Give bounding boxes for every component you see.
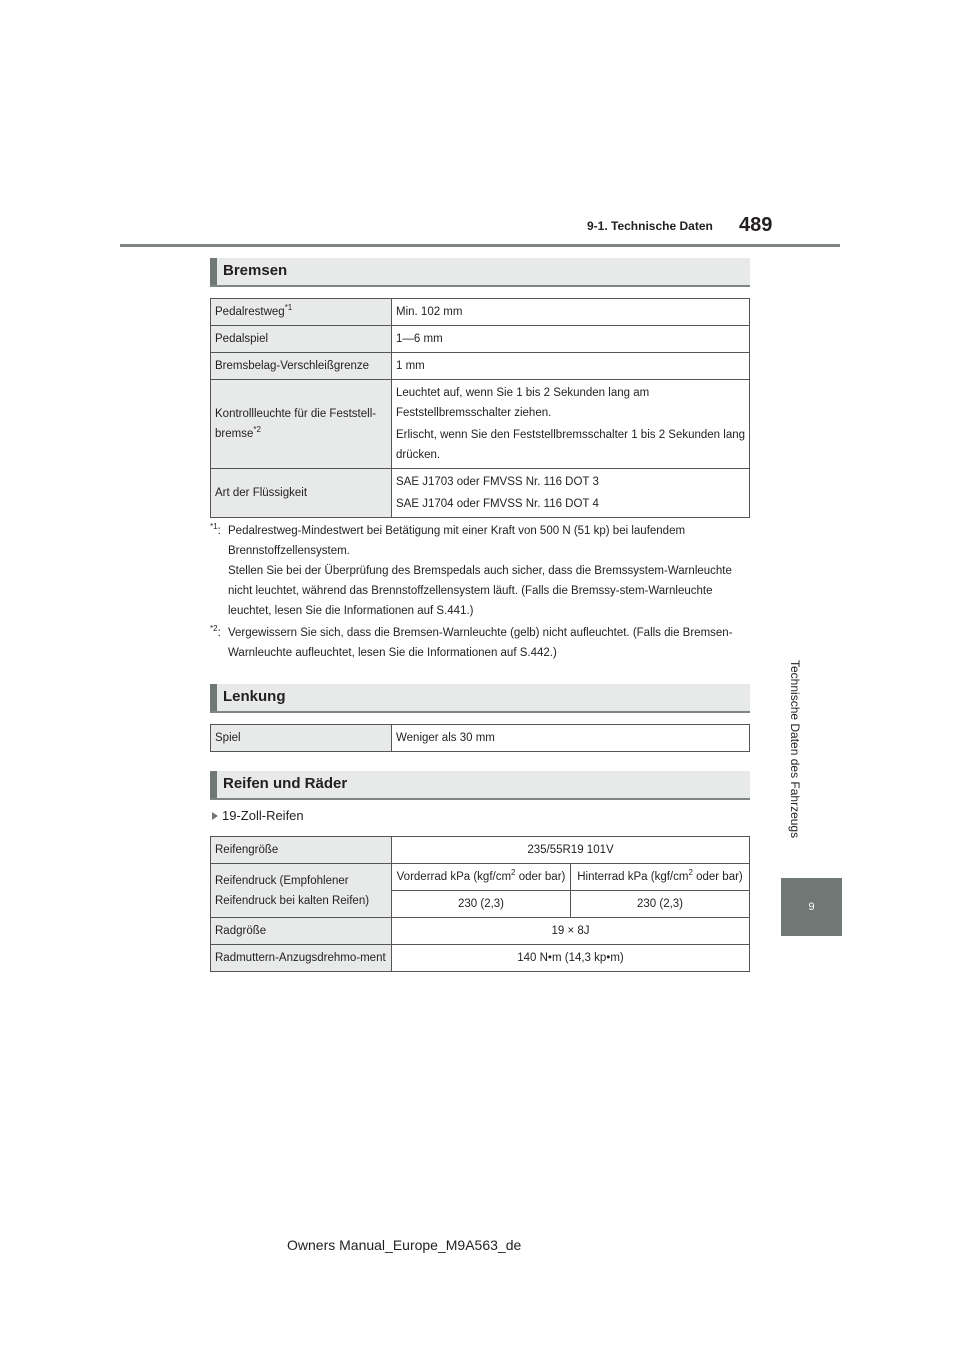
subheading-19-inch bbox=[212, 808, 304, 823]
header-rule bbox=[120, 244, 840, 247]
value-line: Erlischt, wenn Sie den Feststellbremsschalter 1 bis 2 Sekunden lang drücken. bbox=[396, 429, 746, 461]
section-heading-steering bbox=[210, 684, 750, 713]
table-row bbox=[211, 326, 750, 353]
table-row bbox=[211, 864, 750, 891]
triangle-bullet-icon bbox=[212, 812, 218, 820]
key-text: Kontrollleuchte für die Feststell-bremse bbox=[215, 408, 377, 440]
table-row bbox=[211, 469, 750, 518]
section-heading-tires bbox=[210, 771, 750, 800]
heading-bar bbox=[210, 684, 217, 711]
footnotes bbox=[210, 521, 750, 665]
key-text: Pedalrestweg bbox=[215, 306, 285, 318]
table-row bbox=[211, 380, 750, 469]
heading-text: Reifen und Räder bbox=[223, 775, 348, 792]
table-row bbox=[211, 837, 750, 864]
table-key: Spiel bbox=[211, 725, 392, 752]
value-line: SAE J1703 oder FMVSS Nr. 116 DOT 3 bbox=[396, 476, 599, 488]
table-value bbox=[392, 380, 750, 469]
chapter-tab bbox=[781, 878, 842, 936]
label-text: Vorderrad kPa (kgf/cm bbox=[396, 871, 512, 883]
superscript: 2 bbox=[688, 868, 693, 878]
table-row bbox=[211, 299, 750, 326]
brakes-table bbox=[210, 298, 750, 518]
label-text: oder bar) bbox=[515, 871, 566, 883]
table-value: 140 N•m (14,3 kp•m) bbox=[392, 945, 750, 972]
footnote-mark: *2 bbox=[253, 425, 261, 435]
table-value: Weniger als 30 mm bbox=[392, 725, 750, 752]
subheading-text: 19-Zoll-Reifen bbox=[222, 808, 304, 823]
front-pressure-label bbox=[392, 864, 571, 891]
table-row bbox=[211, 353, 750, 380]
table-row bbox=[211, 945, 750, 972]
tires-table bbox=[210, 836, 750, 972]
value-line: Leuchtet auf, wenn Sie 1 bis 2 Sekunden lang am Feststellbremsschalter ziehen. bbox=[396, 387, 650, 419]
table-key: Radgröße bbox=[211, 918, 392, 945]
heading-text: Bremsen bbox=[223, 262, 288, 279]
rear-pressure-label bbox=[571, 864, 750, 891]
table-value: 19 × 8J bbox=[392, 918, 750, 945]
heading-bar bbox=[210, 258, 217, 285]
table-key: Reifengröße bbox=[211, 837, 392, 864]
table-key: Reifendruck (Empfohlener Reifendruck bei kalten Reifen) bbox=[211, 864, 392, 918]
footnote-text: Stellen Sie bei der Überprüfung des Bremspedals auch sicher, dass die Bremssystem-Warnleuchte nicht leuchtet, während das Brennstoffzellensystem läuft. (Falls die Bremssy-stem-Warnleuchte leuchtet, lesen Sie die Informationen auf S.441.) bbox=[228, 565, 732, 617]
footnote-text: Pedalrestweg-Mindestwert bei Betätigung mit einer Kraft von 500 N (51 kp) bei laufendem Brennstoffzellensystem. bbox=[228, 525, 686, 557]
footnote-text: Vergewissern Sie sich, dass die Bremsen-Warnleuchte (gelb) nicht aufleuchtet. (Falls die Bremsen-Warnleuchte aufleuchtet, lesen Sie die Informationen auf S.442.) bbox=[228, 627, 733, 659]
heading-bar bbox=[210, 771, 217, 798]
table-value: 235/55R19 101V bbox=[392, 837, 750, 864]
section-heading-brakes bbox=[210, 258, 750, 287]
page-number: 489 bbox=[739, 214, 773, 236]
table-key: Pedalspiel bbox=[211, 326, 392, 353]
footnote bbox=[210, 623, 750, 663]
front-pressure-value: 230 (2,3) bbox=[392, 891, 571, 918]
table-key: Radmuttern-Anzugsdrehmo-ment bbox=[211, 945, 392, 972]
table-value: 1—6 mm bbox=[392, 326, 750, 353]
footer-text: Owners Manual_Europe_M9A563_de bbox=[287, 1237, 522, 1253]
rear-pressure-value: 230 (2,3) bbox=[571, 891, 750, 918]
table-value: Min. 102 mm bbox=[392, 299, 750, 326]
footnote-mark-text: *1 bbox=[210, 522, 218, 532]
footnote bbox=[210, 521, 750, 621]
footnote-mark: $^{*2}$: bbox=[210, 624, 221, 639]
footnote-mark: *1 bbox=[284, 303, 293, 313]
table-key bbox=[211, 299, 392, 326]
value-line: SAE J1704 oder FMVSS Nr. 116 DOT 4 bbox=[396, 498, 599, 510]
label-text: Hinterrad kPa (kgf/cm bbox=[577, 871, 689, 883]
side-chapter-title: Technische Daten des Fahrzeugs bbox=[788, 660, 802, 839]
steering-table bbox=[210, 724, 750, 752]
table-value: 1 mm bbox=[392, 353, 750, 380]
footnote-mark: $^{*1}$: bbox=[210, 522, 221, 537]
label-text: oder bar) bbox=[692, 871, 743, 883]
table-value bbox=[392, 469, 750, 518]
table-row bbox=[211, 918, 750, 945]
table-key bbox=[211, 380, 392, 469]
chapter-tab-number: 9 bbox=[808, 901, 815, 913]
table-key: Art der Flüssigkeit bbox=[211, 469, 392, 518]
section-title: 9-1. Technische Daten bbox=[587, 219, 713, 233]
heading-text: Lenkung bbox=[223, 688, 286, 705]
table-key: Bremsbelag-Verschleißgrenze bbox=[211, 353, 392, 380]
footnote-mark-text: *2 bbox=[210, 624, 218, 634]
table-row bbox=[211, 725, 750, 752]
superscript: 2 bbox=[511, 868, 516, 878]
